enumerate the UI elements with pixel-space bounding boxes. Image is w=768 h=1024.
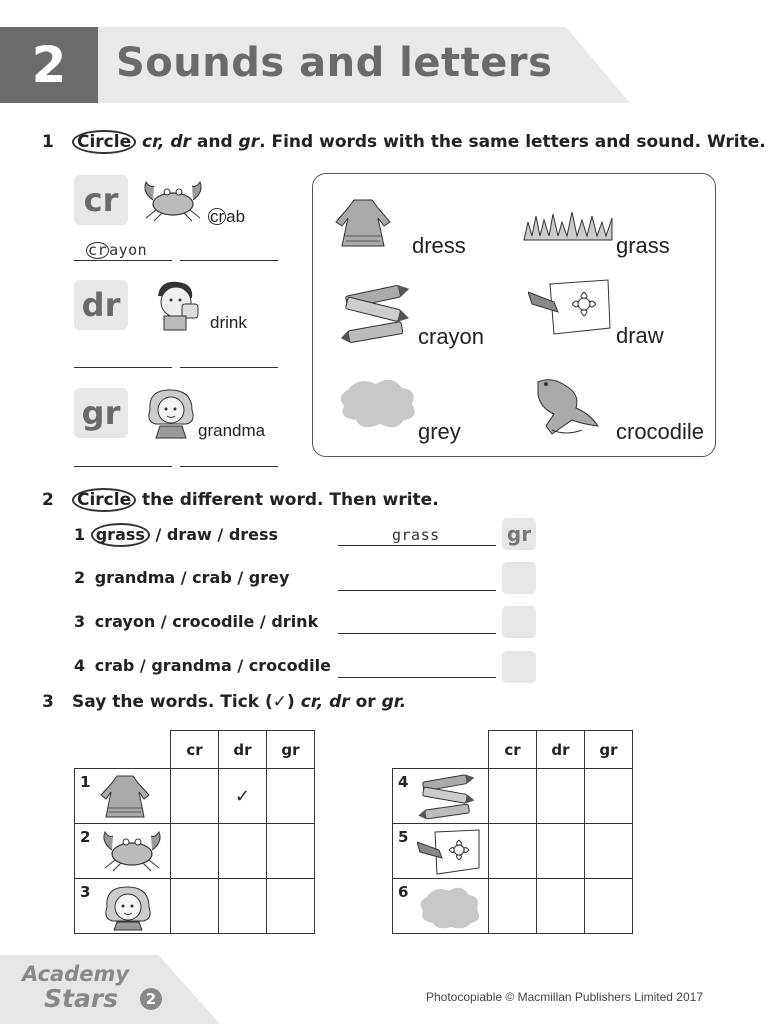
exercise2-item-2 [74, 568, 289, 587]
instruction-text: Say the words. Tick ( [72, 692, 273, 712]
tick-table-right [392, 730, 633, 934]
grass-icon [522, 206, 614, 242]
table-row [393, 824, 633, 879]
answer-line[interactable] [338, 545, 496, 546]
example-drink: drink [210, 313, 247, 332]
separator: / [160, 612, 167, 631]
write-line[interactable] [74, 367, 172, 368]
separator: / [259, 612, 266, 631]
tick-cell[interactable] [267, 824, 315, 879]
tick-symbol: ✓ [272, 692, 288, 712]
tick-cell[interactable] [537, 824, 585, 879]
word-option[interactable]: draw [166, 525, 212, 544]
tick-cell[interactable] [171, 769, 219, 824]
drawing-icon [528, 278, 612, 336]
row-picture [393, 769, 489, 824]
exercise1-number: 1 [42, 132, 54, 152]
tick-cell[interactable] [537, 879, 585, 934]
write-line[interactable] [74, 466, 172, 467]
row-picture [75, 879, 171, 934]
dress-icon [99, 773, 151, 819]
word-option[interactable]: crab [192, 568, 232, 587]
word-option[interactable]: crocodile [172, 612, 255, 631]
tick-cell[interactable] [489, 769, 537, 824]
gr-text: gr [238, 132, 260, 152]
separator: / [139, 656, 146, 675]
table-row [393, 769, 633, 824]
circle-word: Circle [72, 130, 136, 154]
table-row [75, 824, 315, 879]
answer-ring: cr [88, 241, 108, 259]
answer-rest: ayon [109, 241, 148, 259]
grey-paint-splash-icon [336, 374, 420, 432]
table-corner [75, 731, 171, 769]
tick-cell[interactable] [489, 824, 537, 879]
tick-cell[interactable] [219, 824, 267, 879]
boy-drinking-icon [148, 278, 206, 332]
exercise2-number: 2 [42, 490, 54, 510]
word-option[interactable]: grey [248, 568, 290, 587]
column-header: cr [489, 731, 537, 769]
word-option[interactable]: drink [271, 612, 319, 631]
answer-text: grass [392, 526, 440, 544]
table-corner [393, 731, 489, 769]
tick-cell[interactable] [219, 879, 267, 934]
word-grey: grey [418, 419, 461, 444]
row-picture [393, 879, 489, 934]
column-header: cr [171, 731, 219, 769]
tile-cr: cr [74, 175, 128, 225]
table-row [393, 879, 633, 934]
table-row [75, 879, 315, 934]
separator: / [237, 568, 244, 587]
exercise2-instruction [42, 488, 439, 512]
column-header: dr [537, 731, 585, 769]
item-number: 4 [74, 656, 86, 675]
item-number: 2 [74, 568, 86, 587]
crayons-icon [417, 773, 479, 821]
word-draw: draw [616, 323, 664, 348]
instruction-text: ) [287, 692, 295, 712]
grandma-icon [142, 386, 200, 440]
tick-cell[interactable] [171, 879, 219, 934]
logo-level: 2 [140, 988, 162, 1010]
row-picture [393, 824, 489, 879]
letters-text: cr, dr [300, 692, 350, 712]
row-picture [75, 824, 171, 879]
tile-gr: gr [74, 388, 128, 438]
separator: / [180, 568, 187, 587]
row-number: 5 [398, 828, 409, 846]
row-number: 4 [398, 773, 409, 791]
drawing-icon [417, 828, 481, 876]
table-row [75, 769, 315, 824]
dress-icon [334, 196, 392, 250]
answer-line[interactable] [338, 677, 496, 678]
item-number: 1 [74, 525, 86, 544]
separator: / [237, 656, 244, 675]
letters-text: cr, dr [142, 132, 191, 152]
tick-cell[interactable] [267, 879, 315, 934]
copyright: Photocopiable © Macmillan Publishers Limited 2017 [426, 990, 703, 1004]
write-line[interactable] [180, 260, 278, 261]
separator: / [155, 525, 162, 544]
word-option[interactable]: grandma [151, 656, 232, 675]
write-line[interactable] [180, 367, 278, 368]
instruction-rest: the different word. Then write. [136, 490, 439, 510]
word-option[interactable]: crocodile [248, 656, 331, 675]
tick-mark: ✓ [234, 785, 251, 807]
tick-cell[interactable] [585, 769, 633, 824]
logo-line2: Stars [44, 984, 119, 1013]
sound-box[interactable]: gr [502, 518, 536, 550]
sound-box[interactable] [502, 606, 536, 638]
row-number: 3 [80, 883, 91, 901]
tick-cell[interactable] [489, 879, 537, 934]
column-header: dr [219, 731, 267, 769]
tick-cell[interactable] [267, 769, 315, 824]
separator: / [217, 525, 224, 544]
tick-cell[interactable] [585, 879, 633, 934]
and-text: and [196, 132, 233, 152]
word-grass: grass [616, 233, 670, 258]
tick-cell[interactable] [171, 824, 219, 879]
row-number: 1 [80, 773, 91, 791]
crayons-icon [340, 282, 412, 344]
answer-crayon [86, 241, 147, 259]
circle-word: Circle [72, 488, 136, 512]
grey-paint-splash-icon [417, 883, 483, 929]
exercise1-instruction [42, 130, 766, 154]
word-crayon: crayon [418, 324, 485, 349]
exercise2-item-4 [74, 656, 331, 675]
exercise2-item-1 [74, 523, 278, 547]
word-option[interactable]: grandma [94, 568, 176, 587]
tick-cell[interactable] [537, 769, 585, 824]
word-crocodile: crocodile [616, 419, 705, 444]
tick-table-left [74, 730, 315, 934]
crocodile-icon [532, 374, 606, 440]
gr-text: gr. [381, 692, 407, 712]
column-header: gr [267, 731, 315, 769]
answer-line[interactable] [338, 590, 496, 591]
or-text: or [355, 692, 376, 712]
example-crab [208, 207, 245, 227]
crab-icon [140, 178, 206, 222]
page-title: Sounds and letters [116, 40, 553, 86]
exercise3-instruction [42, 692, 406, 712]
word-option[interactable]: crab [94, 656, 135, 675]
row-number: 6 [398, 883, 409, 901]
grandma-icon [99, 883, 157, 931]
write-line[interactable] [74, 260, 172, 261]
word-option[interactable]: crayon [94, 612, 156, 631]
circled-answer[interactable]: grass [91, 523, 150, 547]
crab-icon [99, 828, 165, 874]
sound-box[interactable] [502, 651, 536, 683]
word-option[interactable]: dress [228, 525, 279, 544]
example-grandma: grandma [198, 421, 266, 440]
tick-cell[interactable] [585, 824, 633, 879]
item-number: 3 [74, 612, 86, 631]
logo-line1: Academy [22, 962, 130, 986]
instruction-rest: . Find words with the same letters and sound. Write. [259, 132, 766, 152]
tick-cell[interactable] [219, 769, 267, 824]
write-line[interactable] [180, 466, 278, 467]
row-picture [75, 769, 171, 824]
answer-line[interactable] [338, 633, 496, 634]
row-number: 2 [80, 828, 91, 846]
tile-dr: dr [74, 280, 128, 330]
sound-box[interactable] [502, 562, 536, 594]
unit-number: 2 [0, 27, 98, 103]
word-dress: dress [412, 233, 466, 258]
exercise2-item-3 [74, 612, 318, 631]
exercise3-number: 3 [42, 692, 54, 712]
example-ring: cr [210, 207, 225, 226]
column-header: gr [585, 731, 633, 769]
example-rest: ab [226, 207, 246, 226]
